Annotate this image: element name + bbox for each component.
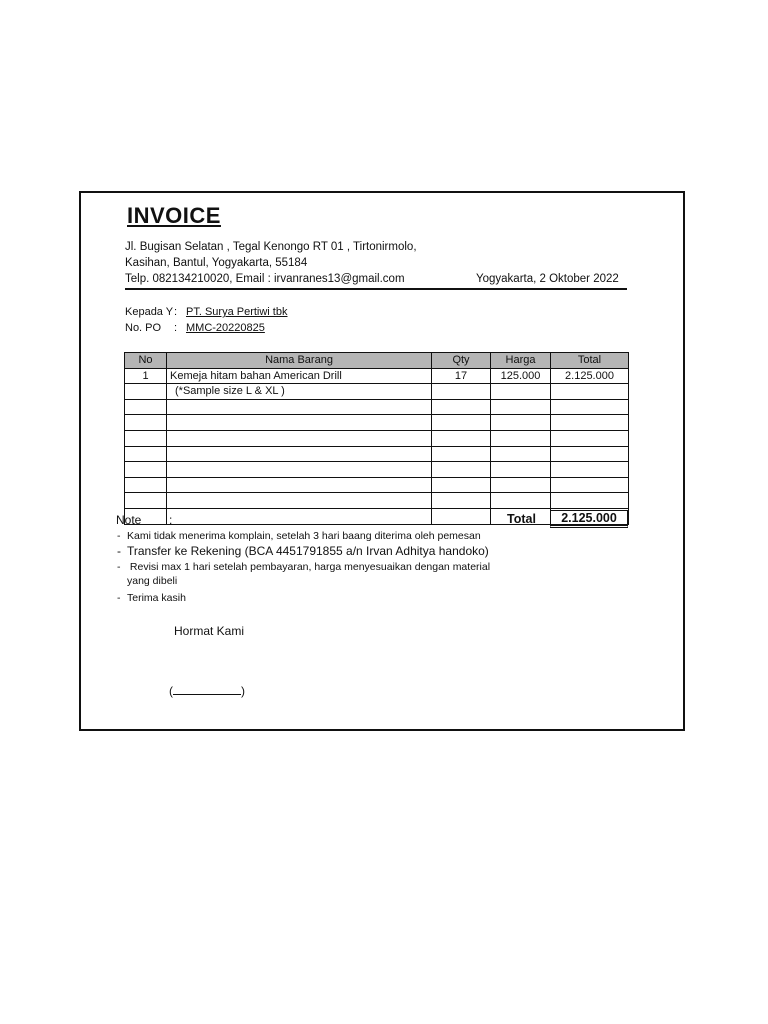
note-text: yang dibeli: [127, 575, 178, 587]
note-line-4: [117, 575, 177, 587]
signature-open-paren: (: [169, 684, 173, 698]
cell-total: [551, 462, 629, 478]
header-no: No: [125, 353, 167, 369]
contact-line: Telp. 082134210020, Email : irvanranes13@gmail.com: [125, 273, 405, 285]
cell-item: [167, 430, 432, 446]
cell-qty: [432, 430, 491, 446]
header-nama-barang: Nama Barang: [167, 353, 432, 369]
note-dash: -: [117, 592, 121, 604]
grand-total-label: Total: [507, 512, 536, 526]
cell-qty: 17: [432, 368, 491, 384]
cell-item: [167, 493, 432, 509]
note-text: Terima kasih: [127, 592, 186, 604]
signature-line: [169, 683, 245, 698]
table-row: [125, 430, 629, 446]
cell-item: [167, 446, 432, 462]
cell-qty: [432, 384, 491, 400]
cell-item: [167, 415, 432, 431]
note-line-3: [117, 561, 490, 573]
cell-total: [551, 384, 629, 400]
note-line-2: [117, 544, 489, 558]
address-line-2: Kasihan, Bantul, Yogyakarta, 55184: [125, 257, 308, 269]
cell-item: [167, 399, 432, 415]
cell-total: [551, 477, 629, 493]
note-dash: -: [117, 544, 121, 558]
cell-no: 1: [125, 368, 167, 384]
cell-qty: [432, 493, 491, 509]
table-row: [125, 446, 629, 462]
recipient-label: Kepada Y: [125, 306, 174, 318]
cell-price: [491, 493, 551, 509]
po-value: MMC-20220825: [186, 322, 265, 334]
cell-qty: [432, 399, 491, 415]
cell-item: Kemeja hitam bahan American Drill: [167, 368, 432, 384]
table-row: [125, 415, 629, 431]
cell-item: [167, 508, 432, 524]
items-table: [124, 352, 629, 525]
cell-price: [491, 399, 551, 415]
signature-close-paren: ): [241, 684, 245, 698]
grand-total-value: 2.125.000: [550, 510, 628, 528]
cell-price: [491, 415, 551, 431]
cell-qty: [432, 462, 491, 478]
table-row: [125, 493, 629, 509]
cell-total: [551, 399, 629, 415]
cell-no: [125, 493, 167, 509]
cell-item: (*Sample size L & XL ): [167, 384, 432, 400]
cell-price: [491, 462, 551, 478]
cell-price: 125.000: [491, 368, 551, 384]
closing-text: Hormat Kami: [174, 624, 245, 638]
header-harga: Harga: [491, 353, 551, 369]
note-text: Kami tidak menerima komplain, setelah 3 hari baang diterima oleh pemesan: [127, 530, 481, 542]
note-dash: -: [117, 530, 121, 542]
cell-no: [125, 384, 167, 400]
cell-no: [125, 430, 167, 446]
table-row: [125, 368, 629, 384]
address-line-1: Jl. Bugisan Selatan , Tegal Kenongo RT 01 , Tirtonirmolo,: [125, 241, 417, 253]
table-header-row: [125, 353, 629, 369]
note-text: Transfer ke Rekening (BCA 4451791855 a/n Irvan Adhitya handoko): [127, 544, 489, 558]
cell-total: [551, 430, 629, 446]
po-label: No. PO: [125, 322, 162, 334]
note-line-1: [117, 530, 481, 542]
invoice-title: INVOICE: [127, 203, 221, 228]
cell-total: 2.125.000: [551, 368, 629, 384]
recipient-separator: :: [174, 306, 178, 318]
note-label: Note: [116, 513, 142, 527]
header-qty: Qty: [432, 353, 491, 369]
signature-blank: [173, 683, 241, 695]
header-divider: [125, 288, 627, 290]
table-row: [125, 384, 629, 400]
cell-item: [167, 477, 432, 493]
table-row: [125, 399, 629, 415]
cell-qty: [432, 508, 491, 524]
cell-price: [491, 384, 551, 400]
invoice-sheet: [79, 191, 685, 731]
cell-qty: [432, 415, 491, 431]
note-text: Revisi max 1 hari setelah pembayaran, harga menyesuaikan dengan material: [127, 561, 491, 573]
cell-item: [167, 462, 432, 478]
cell-price: [491, 430, 551, 446]
note-line-5: [117, 592, 186, 604]
cell-qty: [432, 446, 491, 462]
cell-total: [551, 446, 629, 462]
cell-qty: [432, 477, 491, 493]
cell-total: [551, 493, 629, 509]
note-colon: :: [169, 513, 173, 527]
place-date: Yogyakarta, 2 Oktober 2022: [476, 273, 619, 285]
cell-no: [125, 462, 167, 478]
po-separator: :: [174, 322, 178, 334]
cell-no: [125, 446, 167, 462]
cell-no: [125, 415, 167, 431]
cell-price: [491, 477, 551, 493]
recipient-row: [125, 306, 287, 318]
po-row: [125, 322, 265, 334]
note-dash: -: [117, 561, 121, 573]
cell-total: [551, 415, 629, 431]
header-total: Total: [551, 353, 629, 369]
recipient-value: PT. Surya Pertiwi tbk: [186, 306, 288, 318]
cell-price: [491, 446, 551, 462]
cell-no: [125, 399, 167, 415]
cell-no: [125, 477, 167, 493]
table-row: [125, 477, 629, 493]
table-row: [125, 462, 629, 478]
